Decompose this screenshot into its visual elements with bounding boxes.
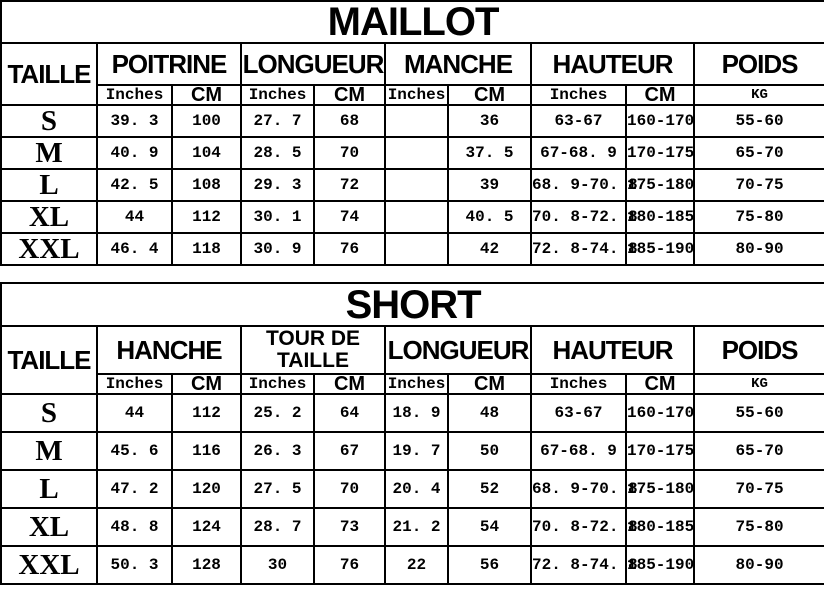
table-row xyxy=(1,233,824,265)
value-cell: 30. 1 xyxy=(241,201,314,233)
value-cell: 50 xyxy=(448,432,531,470)
short-header-hauteur: HAUTEUR xyxy=(531,326,694,374)
value-cell: 124 xyxy=(172,508,241,546)
value-cell: 40. 9 xyxy=(97,137,172,169)
short-header-tour-de-taille: TOUR DE TAILLE xyxy=(241,326,385,374)
value-cell: 180-185 xyxy=(626,508,694,546)
table-row xyxy=(1,137,824,169)
value-cell: 19. 7 xyxy=(385,432,448,470)
value-cell: 70-75 xyxy=(694,169,824,201)
value-cell: 185-190 xyxy=(626,546,694,584)
maillot-header-row xyxy=(1,43,824,85)
maillot-header-longueur: LONGUEUR xyxy=(241,43,385,85)
value-cell: 30. 9 xyxy=(241,233,314,265)
table-row xyxy=(1,470,824,508)
value-cell: 70 xyxy=(314,137,385,169)
table-row xyxy=(1,508,824,546)
value-cell: 75-80 xyxy=(694,201,824,233)
value-cell: 39 xyxy=(448,169,531,201)
value-cell: 70. 8-72. 8 xyxy=(531,201,626,233)
maillot-table-title: MAILLOT xyxy=(1,1,824,43)
value-cell: 37. 5 xyxy=(448,137,531,169)
maillot-header-hauteur: HAUTEUR xyxy=(531,43,694,85)
value-cell: 55-60 xyxy=(694,394,824,432)
table-row xyxy=(1,432,824,470)
value-cell: 20. 4 xyxy=(385,470,448,508)
size-label: S xyxy=(1,105,97,137)
value-cell: 185-190 xyxy=(626,233,694,265)
value-cell: 65-70 xyxy=(694,137,824,169)
value-cell: 28. 7 xyxy=(241,508,314,546)
maillot-unit-poids-kg: KG xyxy=(694,85,824,105)
size-label: L xyxy=(1,169,97,201)
value-cell: 36 xyxy=(448,105,531,137)
size-label: M xyxy=(1,432,97,470)
size-label: XL xyxy=(1,201,97,233)
short-table-title: SHORT xyxy=(1,283,824,326)
value-cell xyxy=(385,169,448,201)
value-cell: 175-180 xyxy=(626,470,694,508)
value-cell: 65-70 xyxy=(694,432,824,470)
value-cell: 55-60 xyxy=(694,105,824,137)
value-cell: 46. 4 xyxy=(97,233,172,265)
value-cell: 18. 9 xyxy=(385,394,448,432)
maillot-unit-manche-cm: CM xyxy=(448,85,531,105)
short-title-row xyxy=(1,283,824,326)
short-header-row xyxy=(1,326,824,374)
value-cell xyxy=(385,201,448,233)
value-cell: 112 xyxy=(172,201,241,233)
value-cell: 64 xyxy=(314,394,385,432)
size-label: M xyxy=(1,137,97,169)
value-cell: 76 xyxy=(314,233,385,265)
value-cell: 104 xyxy=(172,137,241,169)
value-cell: 68. 9-70. 8 xyxy=(531,470,626,508)
short-unit-poids-kg: KG xyxy=(694,374,824,394)
short-unit-hauteur-cm: CM xyxy=(626,374,694,394)
maillot-unit-longueur-cm: CM xyxy=(314,85,385,105)
value-cell: 72. 8-74. 8 xyxy=(531,546,626,584)
value-cell: 73 xyxy=(314,508,385,546)
value-cell: 160-170 xyxy=(626,105,694,137)
value-cell: 72. 8-74. 8 xyxy=(531,233,626,265)
value-cell: 108 xyxy=(172,169,241,201)
value-cell xyxy=(385,233,448,265)
value-cell: 170-175 xyxy=(626,432,694,470)
size-label: L xyxy=(1,470,97,508)
maillot-title-row xyxy=(1,1,824,43)
short-table-body xyxy=(1,394,824,584)
maillot-units-row xyxy=(1,85,824,105)
maillot-unit-hauteur-inches: Inches xyxy=(531,85,626,105)
size-label: XL xyxy=(1,508,97,546)
short-unit-hanche-inches: Inches xyxy=(97,374,172,394)
table-row xyxy=(1,201,824,233)
short-header-hanche: HANCHE xyxy=(97,326,241,374)
value-cell: 80-90 xyxy=(694,546,824,584)
short-header-taille: TAILLE xyxy=(1,326,97,394)
short-header-longueur: LONGUEUR xyxy=(385,326,531,374)
value-cell: 112 xyxy=(172,394,241,432)
short-unit-tour-inches: Inches xyxy=(241,374,314,394)
maillot-unit-poitrine-cm: CM xyxy=(172,85,241,105)
value-cell: 70 xyxy=(314,470,385,508)
value-cell: 27. 7 xyxy=(241,105,314,137)
value-cell: 175-180 xyxy=(626,169,694,201)
short-header-poids: POIDS xyxy=(694,326,824,374)
size-label: XXL xyxy=(1,233,97,265)
maillot-header-manche: MANCHE xyxy=(385,43,531,85)
value-cell: 27. 5 xyxy=(241,470,314,508)
value-cell: 68 xyxy=(314,105,385,137)
table-row xyxy=(1,169,824,201)
value-cell: 70-75 xyxy=(694,470,824,508)
value-cell: 42. 5 xyxy=(97,169,172,201)
maillot-header-taille: TAILLE xyxy=(1,43,97,105)
value-cell: 120 xyxy=(172,470,241,508)
table-gap xyxy=(0,266,824,282)
value-cell: 22 xyxy=(385,546,448,584)
value-cell: 50. 3 xyxy=(97,546,172,584)
value-cell: 54 xyxy=(448,508,531,546)
value-cell: 40. 5 xyxy=(448,201,531,233)
value-cell xyxy=(385,105,448,137)
value-cell: 39. 3 xyxy=(97,105,172,137)
table-row xyxy=(1,546,824,584)
value-cell: 80-90 xyxy=(694,233,824,265)
size-label: S xyxy=(1,394,97,432)
value-cell: 42 xyxy=(448,233,531,265)
value-cell: 72 xyxy=(314,169,385,201)
maillot-unit-longueur-inches: Inches xyxy=(241,85,314,105)
value-cell: 56 xyxy=(448,546,531,584)
maillot-unit-poitrine-inches: Inches xyxy=(97,85,172,105)
value-cell: 76 xyxy=(314,546,385,584)
maillot-header-poitrine: POITRINE xyxy=(97,43,241,85)
value-cell: 25. 2 xyxy=(241,394,314,432)
maillot-table-body xyxy=(1,105,824,265)
value-cell: 26. 3 xyxy=(241,432,314,470)
maillot-header-poids: POIDS xyxy=(694,43,824,85)
short-unit-hauteur-inches: Inches xyxy=(531,374,626,394)
value-cell: 48 xyxy=(448,394,531,432)
value-cell: 68. 9-70. 8 xyxy=(531,169,626,201)
short-unit-longueur-inches: Inches xyxy=(385,374,448,394)
value-cell: 118 xyxy=(172,233,241,265)
short-unit-tour-cm: CM xyxy=(314,374,385,394)
value-cell: 170-175 xyxy=(626,137,694,169)
value-cell: 28. 5 xyxy=(241,137,314,169)
maillot-unit-hauteur-cm: CM xyxy=(626,85,694,105)
short-table xyxy=(0,282,824,585)
value-cell: 47. 2 xyxy=(97,470,172,508)
value-cell: 67 xyxy=(314,432,385,470)
value-cell: 45. 6 xyxy=(97,432,172,470)
value-cell: 180-185 xyxy=(626,201,694,233)
short-unit-longueur-cm: CM xyxy=(448,374,531,394)
value-cell: 67-68. 9 xyxy=(531,432,626,470)
value-cell: 70. 8-72. 8 xyxy=(531,508,626,546)
value-cell: 160-170 xyxy=(626,394,694,432)
value-cell: 44 xyxy=(97,394,172,432)
size-label: XXL xyxy=(1,546,97,584)
maillot-unit-manche-inches: Inches xyxy=(385,85,448,105)
table-row xyxy=(1,105,824,137)
value-cell: 21. 2 xyxy=(385,508,448,546)
value-cell: 74 xyxy=(314,201,385,233)
value-cell: 30 xyxy=(241,546,314,584)
value-cell: 75-80 xyxy=(694,508,824,546)
value-cell: 67-68. 9 xyxy=(531,137,626,169)
value-cell: 52 xyxy=(448,470,531,508)
value-cell: 48. 8 xyxy=(97,508,172,546)
table-row xyxy=(1,394,824,432)
short-units-row xyxy=(1,374,824,394)
value-cell: 63-67 xyxy=(531,394,626,432)
value-cell: 116 xyxy=(172,432,241,470)
value-cell: 100 xyxy=(172,105,241,137)
value-cell: 128 xyxy=(172,546,241,584)
value-cell: 29. 3 xyxy=(241,169,314,201)
value-cell xyxy=(385,137,448,169)
value-cell: 44 xyxy=(97,201,172,233)
short-unit-hanche-cm: CM xyxy=(172,374,241,394)
maillot-table xyxy=(0,0,824,266)
value-cell: 63-67 xyxy=(531,105,626,137)
